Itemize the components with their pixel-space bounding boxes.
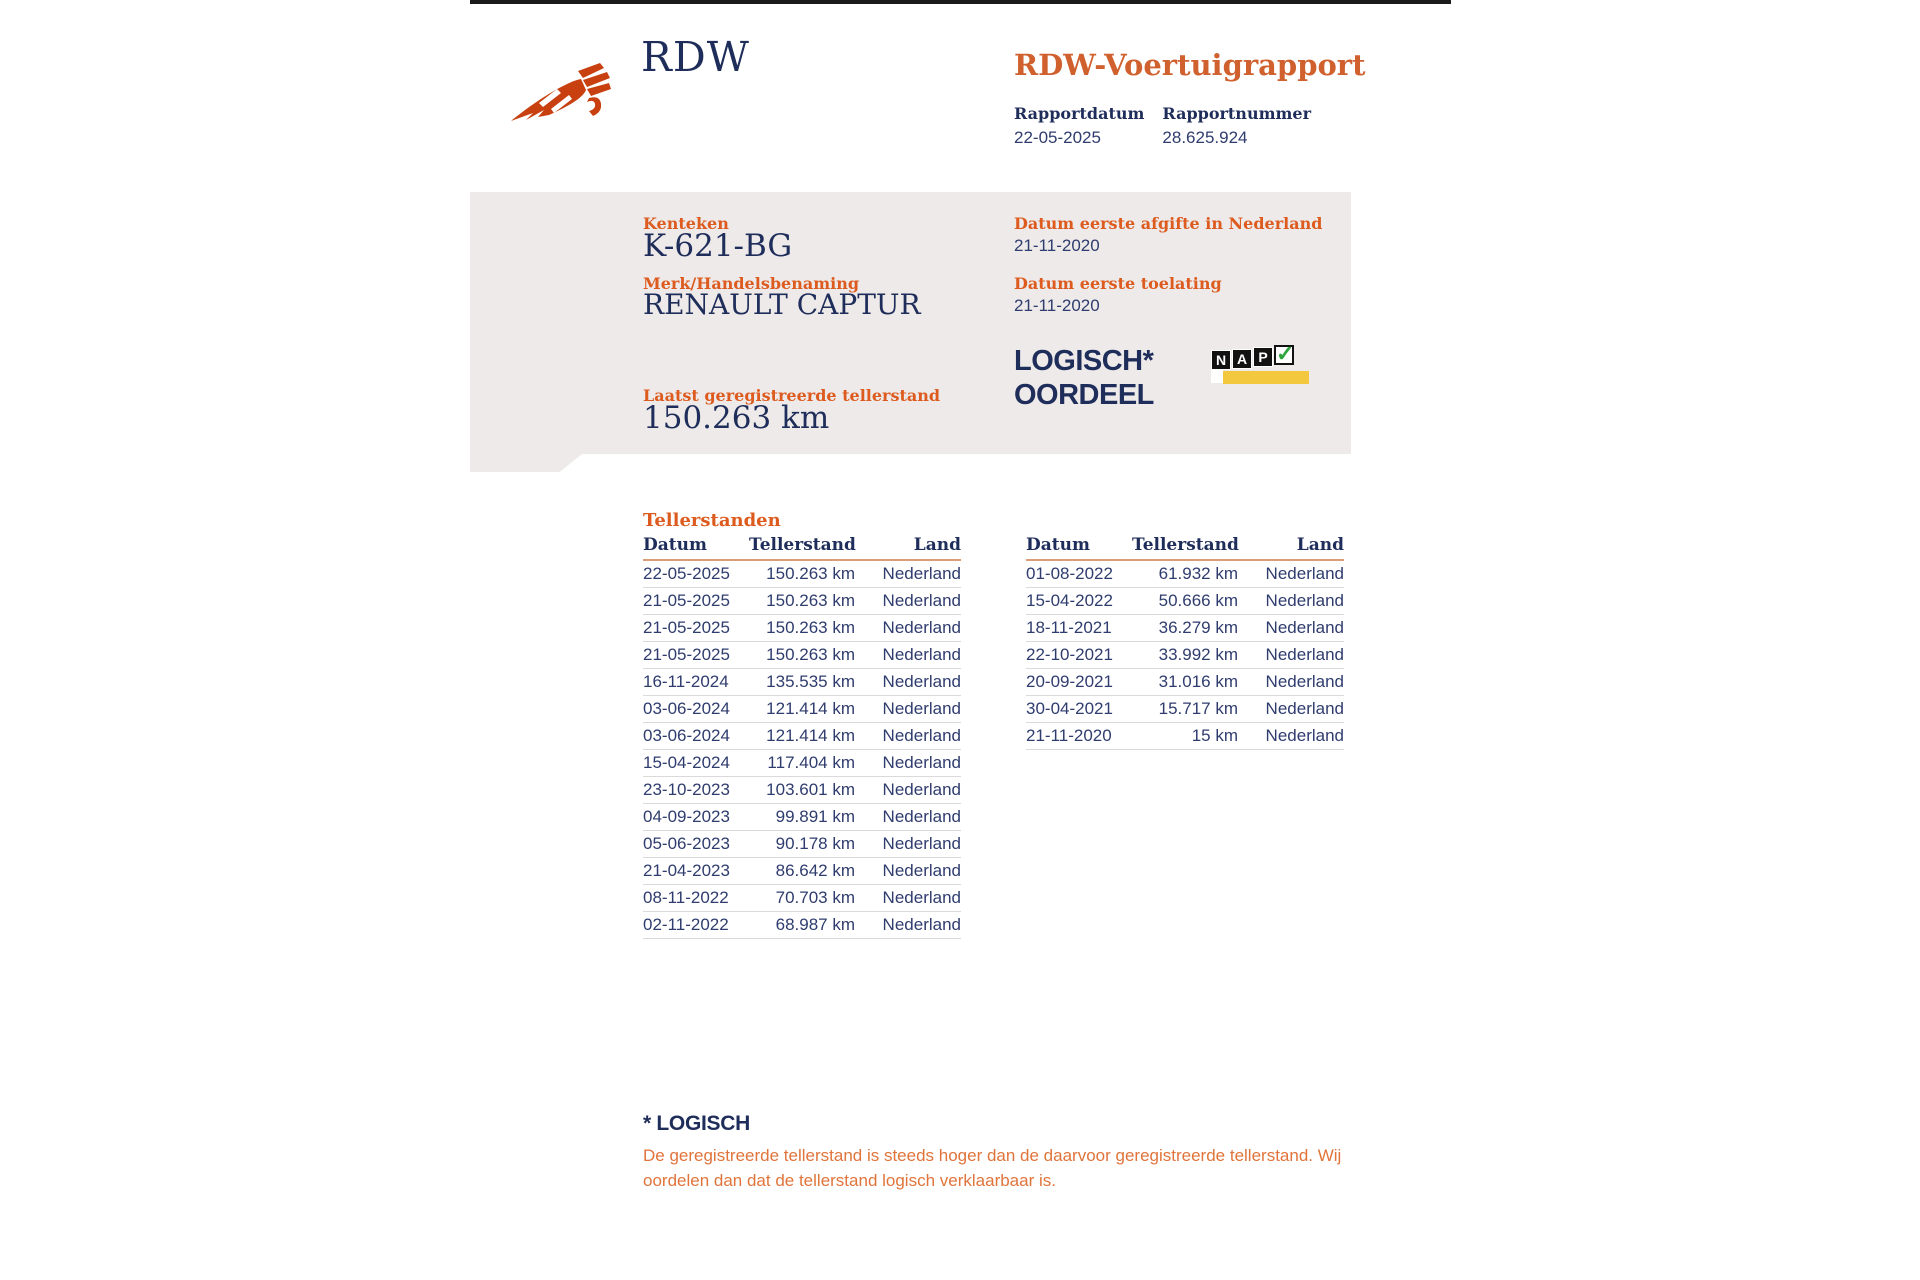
table-cell: Nederland	[1265, 618, 1344, 637]
table-cell: Nederland	[1265, 564, 1344, 583]
table-cell: 05-06-2023	[643, 834, 730, 853]
table-cell: 21-04-2023	[643, 861, 730, 880]
toelating-label: Datum eerste toelating	[1014, 274, 1222, 293]
table-row	[643, 723, 961, 750]
table-cell: 21-11-2020	[1026, 726, 1112, 745]
table-cell: Nederland	[1265, 645, 1344, 664]
merk-value: RENAULT CAPTUR	[643, 288, 921, 321]
table-cell: Nederland	[1265, 672, 1344, 691]
nap-letter-p: P	[1253, 347, 1273, 367]
report-number	[1162, 104, 1311, 148]
column-header-land: Land	[1296, 535, 1344, 555]
column-header-tellerstand: Tellerstand	[749, 535, 856, 555]
table-cell: 15-04-2024	[643, 753, 730, 772]
table-cell: 22-10-2021	[1026, 645, 1113, 664]
nap-yellow-bar	[1223, 371, 1309, 384]
nap-white-block	[1211, 369, 1223, 383]
report-date-label: Rapportdatum	[1014, 104, 1145, 123]
report-date-value: 22-05-2025	[1014, 128, 1101, 147]
table-row	[643, 642, 961, 669]
table-cell: Nederland	[882, 564, 961, 583]
table-cell: 135.535 km	[766, 672, 855, 691]
rdw-bird-icon	[503, 58, 628, 132]
table-cell: 18-11-2021	[1026, 618, 1112, 637]
table-cell: 21-05-2025	[643, 591, 730, 610]
table-cell: 03-06-2024	[643, 699, 730, 718]
table-cell: 150.263 km	[766, 564, 855, 583]
table-row	[643, 885, 961, 912]
oordeel-line2: OORDEEL	[1014, 379, 1154, 411]
nap-letter-n: N	[1211, 350, 1231, 370]
report-number-value: 28.625.924	[1162, 128, 1248, 147]
table-row	[643, 804, 961, 831]
table-cell: 15-04-2022	[1026, 591, 1113, 610]
column-header-datum: Datum	[1026, 535, 1090, 555]
table-cell: Nederland	[882, 753, 961, 772]
table-cell: Nederland	[882, 888, 961, 907]
toelating-value: 21-11-2020	[1014, 296, 1100, 315]
report-number-label: Rapportnummer	[1162, 104, 1312, 123]
logisch-footnote-title: * LOGISCH	[643, 1112, 750, 1135]
column-header-tellerstand: Tellerstand	[1132, 535, 1239, 555]
table-cell: Nederland	[882, 834, 961, 853]
table-row	[1026, 561, 1344, 588]
table-cell: Nederland	[882, 672, 961, 691]
nap-checkmark-icon: ✓	[1276, 341, 1295, 366]
table-header-row	[643, 535, 961, 561]
table-row	[1026, 669, 1344, 696]
column-header-land: Land	[913, 535, 961, 555]
table-cell: Nederland	[882, 807, 961, 826]
table-cell: 150.263 km	[766, 618, 855, 637]
table-cell: Nederland	[882, 726, 961, 745]
table-cell: 103.601 km	[766, 780, 855, 799]
tellerstand-label: Laatst geregistreerde tellerstand	[643, 386, 941, 405]
table-cell: 01-08-2022	[1026, 564, 1113, 583]
table-cell: Nederland	[882, 618, 961, 637]
table-cell: Nederland	[1265, 726, 1344, 745]
vehicle-box-tail	[470, 454, 582, 472]
table-cell: 15 km	[1191, 726, 1238, 745]
table-cell: 04-09-2023	[643, 807, 730, 826]
table-row	[1026, 588, 1344, 615]
table-row	[643, 912, 961, 939]
table-cell: Nederland	[882, 861, 961, 880]
vehicle-summary-box	[470, 192, 1351, 454]
table-cell: 22-05-2025	[643, 564, 730, 583]
table-cell: 50.666 km	[1158, 591, 1238, 610]
table-cell: 99.891 km	[775, 807, 855, 826]
table-cell: 03-06-2024	[643, 726, 730, 745]
table-cell: Nederland	[882, 915, 961, 934]
table-row	[643, 777, 961, 804]
tellerstanden-table-1	[643, 535, 961, 939]
oordeel-line1: LOGISCH*	[1014, 345, 1154, 377]
table-cell: 61.932 km	[1158, 564, 1238, 583]
rdw-wordmark: RDW	[641, 33, 750, 81]
tellerstanden-section-title: Tellerstanden	[643, 510, 781, 531]
table-cell: Nederland	[1265, 699, 1344, 718]
table-cell: 36.279 km	[1158, 618, 1238, 637]
table-cell: 121.414 km	[766, 699, 855, 718]
table-row	[643, 750, 961, 777]
table-row	[1026, 615, 1344, 642]
table-cell: 86.642 km	[775, 861, 855, 880]
tellerstand-value: 150.263 km	[643, 400, 830, 436]
table-row	[643, 561, 961, 588]
table-cell: 15.717 km	[1158, 699, 1238, 718]
table-cell: 68.987 km	[775, 915, 855, 934]
merk-label: Merk/Handelsbenaming	[643, 274, 860, 293]
table-row	[1026, 642, 1344, 669]
table-row	[643, 831, 961, 858]
table-cell: 31.016 km	[1158, 672, 1238, 691]
logisch-footnote-text: De geregistreerde tellerstand is steeds hoger dan de daarvoor geregistreerde tellerstand. Wij oordelen dan dat de tellerstand logisch verklaarbaar is.	[643, 1146, 1342, 1190]
table-cell: 121.414 km	[766, 726, 855, 745]
page-title: RDW-Voertuigrapport	[1014, 48, 1366, 82]
table-cell: 21-05-2025	[643, 645, 730, 664]
table-row	[643, 615, 961, 642]
table-cell: 02-11-2022	[643, 915, 729, 934]
report-meta	[1014, 104, 1329, 148]
kenteken-value: K-621-BG	[643, 228, 793, 264]
oordeel-verdict	[1014, 344, 1154, 412]
table-cell: Nederland	[882, 780, 961, 799]
table-cell: 33.992 km	[1158, 645, 1238, 664]
kenteken-label: Kenteken	[643, 214, 729, 233]
table-row	[643, 696, 961, 723]
table-header-row	[1026, 535, 1344, 561]
table-cell: Nederland	[882, 645, 961, 664]
table-cell: 30-04-2021	[1026, 699, 1113, 718]
table-row	[1026, 723, 1344, 750]
afgifte-value: 21-11-2020	[1014, 236, 1100, 255]
table-cell: 16-11-2024	[643, 672, 729, 691]
afgifte-label: Datum eerste afgifte in Nederland	[1014, 214, 1323, 233]
table-cell: 90.178 km	[775, 834, 855, 853]
table-row	[643, 669, 961, 696]
table-cell: Nederland	[882, 699, 961, 718]
table-cell: Nederland	[882, 591, 961, 610]
table-cell: Nederland	[1265, 591, 1344, 610]
table-cell: 70.703 km	[775, 888, 855, 907]
table-cell: 08-11-2022	[643, 888, 729, 907]
table-cell: 150.263 km	[766, 645, 855, 664]
table-row	[643, 588, 961, 615]
table-cell: 23-10-2023	[643, 780, 730, 799]
table-cell: 150.263 km	[766, 591, 855, 610]
column-header-datum: Datum	[643, 535, 707, 555]
top-divider	[470, 0, 1451, 4]
nap-letter-a: A	[1232, 349, 1252, 369]
table-row	[1026, 696, 1344, 723]
nap-logo	[1211, 341, 1311, 385]
tellerstanden-table-2	[1026, 535, 1344, 750]
table-cell: 20-09-2021	[1026, 672, 1113, 691]
table-cell: 117.404 km	[767, 753, 855, 772]
table-cell: 21-05-2025	[643, 618, 730, 637]
table-row	[643, 858, 961, 885]
report-date	[1014, 104, 1144, 148]
